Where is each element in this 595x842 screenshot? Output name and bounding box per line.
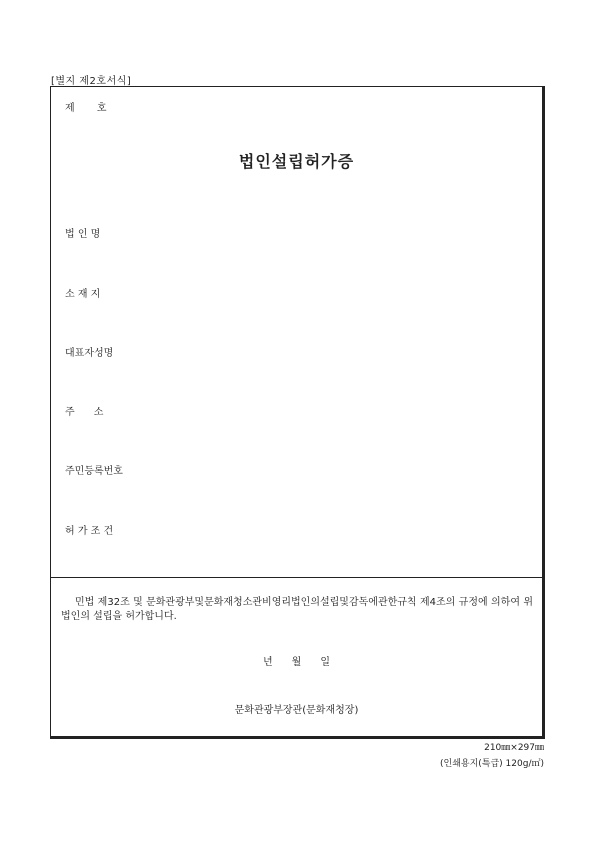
form-number-label: [별지 제2호서식] [51,76,132,87]
paper-type-note: (인쇄용지(특급) 120g/㎡) [440,759,544,769]
section-divider [51,577,542,578]
date-line: 년 월 일 [262,657,331,668]
document-number-label: 제 호 [65,103,107,114]
field-representative-name: 대표자성명 [65,348,114,359]
permit-statement: 민법 제32조 및 문화관광부및문화재청소관비영리법인의설립및감독에관한규칙 제4조의 규정에 의하여 위 법인의 설립을 허가합니다. [61,597,533,622]
paper-size-note: 210㎜×297㎜ [484,743,544,753]
field-resident-number: 주민등록번호 [65,466,123,477]
field-address: 주 소 [65,407,104,418]
certificate-frame [50,86,545,739]
field-location: 소 재 지 [65,289,101,300]
field-permit-conditions: 허 가 조 건 [65,526,114,537]
issuer-name: 문화관광부장관(문화재청장) [234,705,359,716]
field-corporation-name: 법 인 명 [65,229,101,240]
document-title: 법인설립허가증 [238,152,355,171]
